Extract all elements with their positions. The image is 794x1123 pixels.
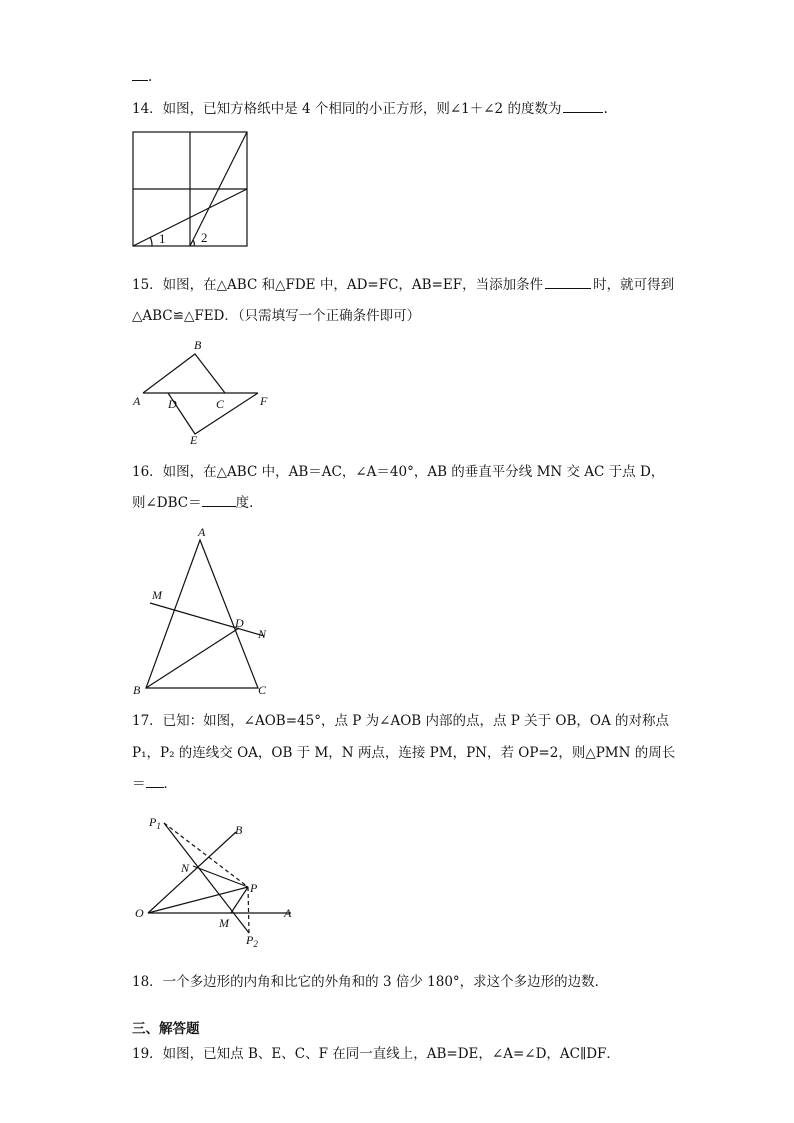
point-f-label: F [260,394,268,408]
q16-triangle-figure [128,522,278,700]
point-a-label: A [133,394,141,408]
q14-grid-figure [128,126,254,250]
segment-pn [193,866,248,887]
point-e-label: E [190,433,198,447]
point-a-label: A [198,525,206,539]
point-n-label: N [258,627,267,641]
angle-2-arc [193,240,194,246]
segment-bd [146,628,239,688]
point-b-label: B [194,338,202,352]
question-16-line-1: 16．如图，在△ABC 中，AB＝AC，∠A＝40°，AB 的垂直平分线 MN 交 AC 于点 D， [132,464,665,480]
point-m-label: M [219,916,229,930]
answer-blank[interactable] [132,68,148,81]
answer-blank[interactable] [202,494,236,507]
question-17-line-2: P₁，P₂ 的连线交 OA，OB 于 M，N 两点，连接 PM，PN，若 OP=2，则△PMN 的周长 [132,745,676,761]
question-14: 14．如图，已知方格纸中是 4 个相同的小正方形，则∠1＋∠2 的度数为 . [132,101,608,117]
point-a-label: A [284,906,292,920]
answer-blank[interactable] [563,100,603,113]
point-b-label: B [235,823,243,837]
point-c-label: C [216,397,225,411]
answer-blank[interactable] [545,276,591,289]
point-d-label: D [235,616,244,630]
question-15-line-2: △ABC≌△FED．（只需填写一个正确条件即可） [132,308,421,324]
question-17-line-1: 17．已知：如图，∠AOB=45°，点 P 为∠AOB 内部的点，点 P 关于 OB，OA 的对称点 [132,713,670,729]
question-15-line-1: 15．如图，在△ABC 和△FDE 中，AD=FC，AB=EF，当添加条件 时，就可得到 [132,277,675,293]
triangle-abc-sides [143,354,225,393]
angle-1-label: 1 [159,231,166,246]
point-p2-label: $P_2$ [246,933,258,949]
section-title: 三、解答题 [132,1021,200,1037]
point-o-label: O [135,906,144,920]
answer-blank[interactable] [146,775,164,788]
point-n-label: N [181,861,190,875]
point-c-label: C [258,683,267,697]
segment-p1-p2 [164,823,249,933]
q17-reflection-figure [128,806,303,956]
question-17-line-3: ＝ ． [132,776,177,792]
point-p1-label: $P_1$ [149,815,161,831]
q13-tail: . [132,68,152,86]
triangle-fde-sides [168,393,258,434]
question-16-line-2: 则∠DBC＝ 度． [132,495,263,511]
point-d-label: D [168,397,177,411]
point-m-label: M [152,588,162,602]
question-18: 18．一个多边形的内角和比它的外角和的 3 倍少 180°，求这个多边形的边数． [132,974,609,990]
point-p-label: P [250,881,258,895]
q15-triangles-figure [128,334,278,450]
angle-1-arc [150,237,152,246]
question-19: 19．如图，已知点 B、E、C、F 在同一直线上，AB=DE，∠A=∠D，AC∥DF． [132,1046,620,1062]
angle-2-label: 2 [201,230,208,245]
point-b-label: B [133,683,141,697]
triangle-abc [146,540,258,688]
